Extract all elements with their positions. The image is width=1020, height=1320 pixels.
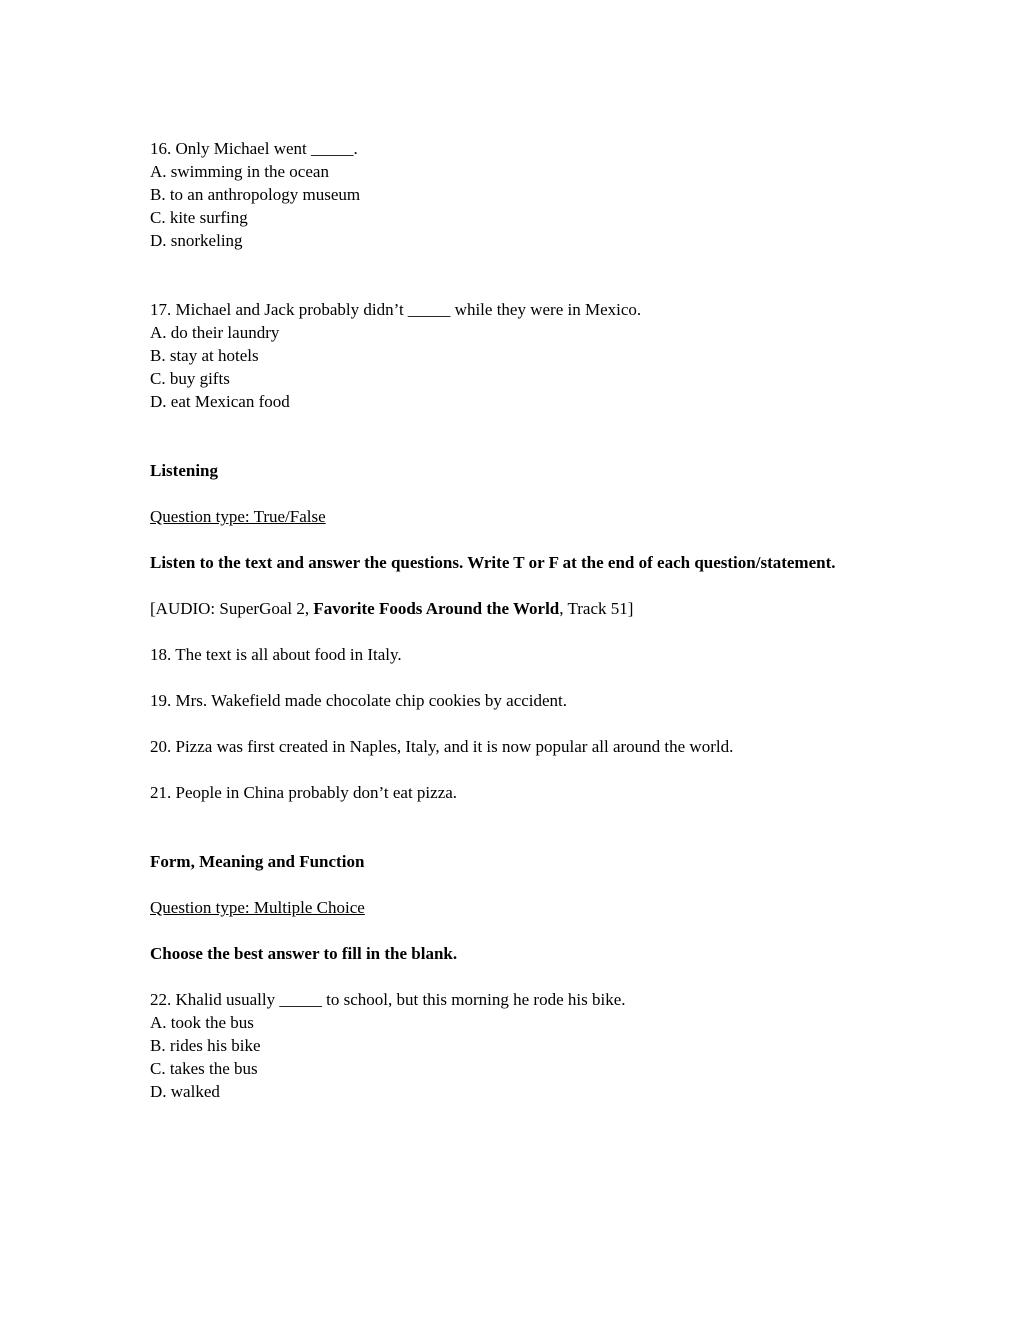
question-22-option-a: A. took the bus [150,1013,254,1032]
question-18: 18. The text is all about food in Italy. [150,645,402,664]
listening-instruction: Listen to the text and answer the questions. Write T or F at the end of each question/statement. [150,553,836,572]
question-16-block [150,137,872,252]
question-17-option-a: A. do their laundry [150,323,280,342]
audio-reference-suffix: , Track 51] [559,599,634,618]
question-19: 19. Mrs. Wakefield made chocolate chip cookies by accident. [150,691,568,710]
question-16-option-b: B. to an anthropology museum [150,185,361,204]
question-17-stem: 17. Michael and Jack probably didn’t _____ while they were in Mexico. [150,300,642,319]
question-17-option-c: C. buy gifts [150,369,230,388]
audio-reference-prefix: [AUDIO: SuperGoal 2, [150,599,314,618]
question-22-option-d: D. walked [150,1082,220,1101]
question-16-option-a: A. swimming in the ocean [150,162,329,181]
audio-reference [150,597,872,620]
question-17-option-b: B. stay at hotels [150,346,259,365]
form-meaning-section-heading: Form, Meaning and Function [150,852,365,871]
listening-section-heading: Listening [150,461,219,480]
question-16-option-c: C. kite surfing [150,208,248,227]
question-16-option-d: D. snorkeling [150,231,243,250]
question-20: 20. Pizza was first created in Naples, Italy, and it is now popular all around the world. [150,737,734,756]
form-meaning-question-type: Question type: Multiple Choice [150,898,365,917]
question-17-block [150,298,872,413]
question-22-option-b: B. rides his bike [150,1036,261,1055]
question-22-stem: 22. Khalid usually _____ to school, but this morning he rode his bike. [150,990,626,1009]
question-22-block [150,988,872,1103]
question-16-stem: 16. Only Michael went _____. [150,139,358,158]
question-17-option-d: D. eat Mexican food [150,392,290,411]
question-21: 21. People in China probably don’t eat pizza. [150,783,458,802]
audio-reference-title: Favorite Foods Around the World [313,599,560,618]
listening-question-type: Question type: True/False [150,507,326,526]
question-22-option-c: C. takes the bus [150,1059,258,1078]
form-meaning-instruction: Choose the best answer to fill in the blank. [150,944,458,963]
